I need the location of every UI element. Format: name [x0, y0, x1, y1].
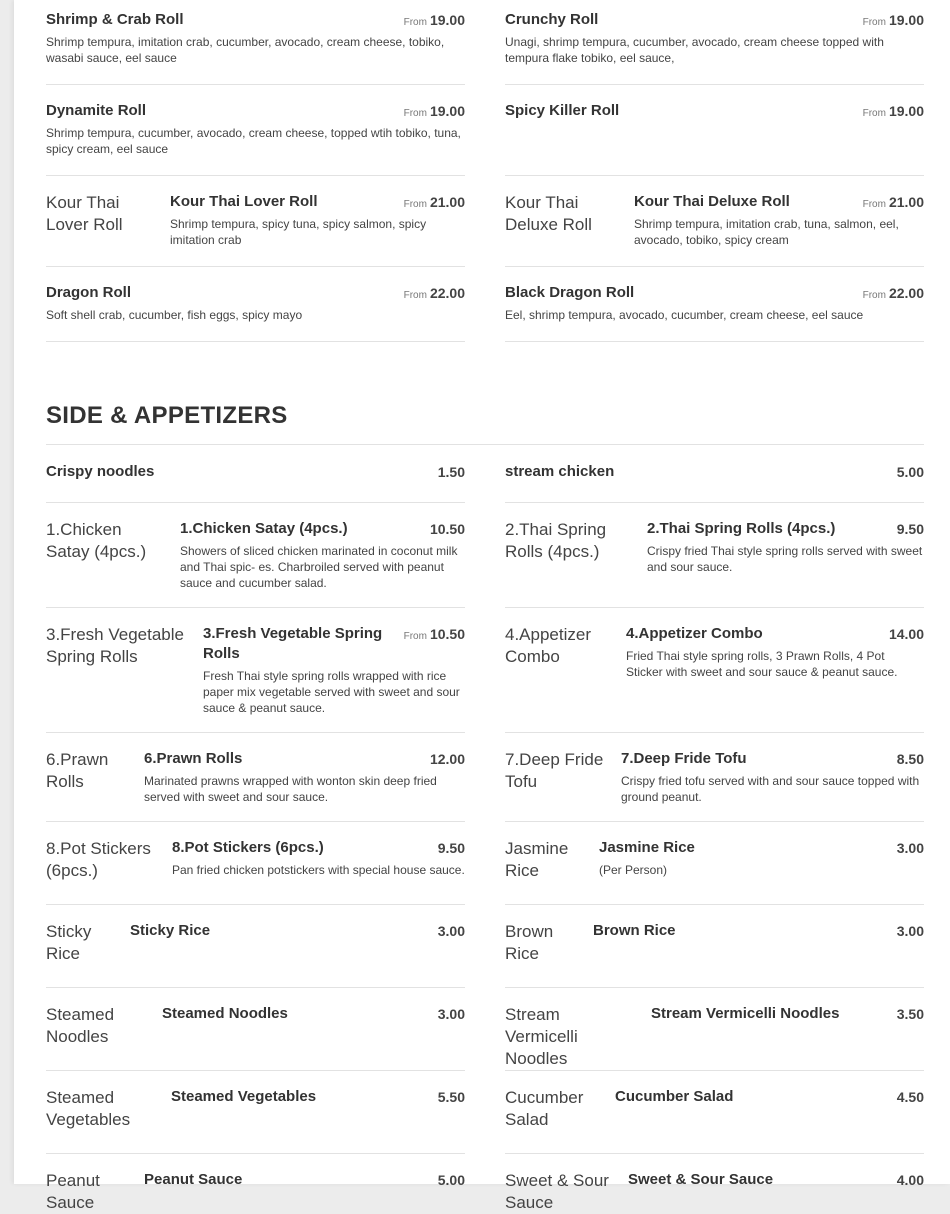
menu-item[interactable] [505, 192, 924, 267]
item-image: 8.Pot Stickers (6pcs.) [46, 839, 151, 880]
item-price: 5.00 [437, 1172, 465, 1188]
menu-item[interactable] [505, 10, 924, 85]
item-price: From 19.00 [862, 12, 924, 28]
section-title: SIDE & APPETIZERS [46, 402, 288, 429]
item-name: Sweet & Sour Sauce [628, 1171, 774, 1188]
item-description: Showers of sliced chicken marinated in coconut milk and Thai spic- es. Charbroiled served with peanut sauce and cucumber salad. [180, 544, 458, 590]
item-price: From 21.00 [403, 194, 465, 210]
item-name: 1.Chicken Satay (4pcs.) [180, 520, 348, 537]
menu-item[interactable] [46, 519, 465, 608]
item-price: 3.00 [896, 840, 924, 856]
item-description: Soft shell crab, cucumber, fish eggs, spicy mayo [46, 308, 303, 322]
item-name: 8.Pot Stickers (6pcs.) [172, 839, 324, 856]
item-price: From 19.00 [403, 103, 465, 119]
menu-item[interactable] [505, 838, 924, 905]
item-image: Sticky Rice [46, 922, 92, 963]
menu-item[interactable] [505, 101, 924, 176]
item-description: Crispy fried Thai style spring rolls served with sweet and sour sauce. [647, 544, 923, 574]
item-name: Black Dragon Roll [505, 284, 635, 301]
section-divider [46, 444, 924, 445]
item-name: Steamed Vegetables [171, 1088, 317, 1105]
menu-item[interactable] [46, 1087, 465, 1154]
item-price: 3.00 [437, 923, 465, 939]
item-description: Pan fried chicken potstickers with special house sauce. [172, 863, 465, 877]
item-image: Kour Thai Lover Roll [46, 193, 123, 234]
item-price: 8.50 [896, 751, 924, 767]
item-price: 12.00 [429, 751, 465, 767]
item-description: Shrimp tempura, spicy tuna, spicy salmon, spicy imitation crab [170, 217, 427, 247]
menu-item[interactable] [505, 921, 924, 988]
item-price: 10.50 [429, 521, 465, 537]
item-description: Eel, shrimp tempura, avocado, cucumber, cream cheese, eel sauce [505, 308, 864, 322]
menu-item[interactable] [46, 192, 465, 267]
item-image: 7.Deep Fride Tofu [505, 750, 604, 791]
item-price: From 19.00 [862, 103, 924, 119]
menu-item[interactable] [46, 624, 465, 733]
item-name: 2.Thai Spring Rolls (4pcs.) [647, 520, 836, 537]
item-name: Kour Thai Deluxe Roll [634, 193, 790, 210]
menu-item[interactable] [505, 749, 924, 822]
menu-item[interactable] [505, 283, 924, 342]
item-price: 9.50 [437, 840, 465, 856]
item-price: From 10.50 [403, 626, 465, 642]
menu-item[interactable] [505, 1170, 924, 1212]
item-price: 3.00 [437, 1006, 465, 1022]
item-name: 3.Fresh Vegetable Spring Rolls [203, 625, 383, 662]
item-description: Shrimp tempura, imitation crab, tuna, salmon, eel, avocado, tobiko, spicy cream [634, 217, 899, 247]
item-name: Crispy noodles [46, 463, 155, 480]
item-price: 5.00 [896, 464, 924, 480]
item-description: Unagi, shrimp tempura, cucumber, avocado, cream cheese topped with tempura flake tobiko, eel sauce, [505, 35, 884, 65]
item-price: 4.50 [896, 1089, 924, 1105]
item-name: Crunchy Roll [505, 11, 599, 28]
item-name: Peanut Sauce [144, 1171, 243, 1188]
item-image: Sweet & Sour Sauce [505, 1171, 609, 1212]
item-name: Sticky Rice [130, 922, 211, 939]
item-image: 6.Prawn Rolls [46, 750, 109, 791]
item-name: Cucumber Salad [615, 1088, 734, 1105]
menu-item[interactable] [46, 101, 465, 176]
item-name: Brown Rice [593, 922, 676, 939]
menu-item[interactable] [46, 921, 465, 988]
item-image: Peanut Sauce [46, 1171, 100, 1212]
item-image: Steamed Vegetables [46, 1088, 131, 1129]
item-image: Jasmine Rice [505, 839, 569, 880]
item-name: 7.Deep Fride Tofu [621, 750, 747, 767]
item-description: Shrimp tempura, cucumber, avocado, cream cheese, topped wtih tobiko, tuna, spicy cream, eel sauce [46, 126, 461, 156]
item-description: Crispy fried tofu served with and sour sauce topped with ground peanut. [621, 774, 920, 804]
item-image: 4.Appetizer Combo [505, 625, 591, 666]
menu-item[interactable] [505, 624, 924, 733]
item-price: 3.50 [896, 1006, 924, 1022]
menu-item[interactable] [46, 462, 465, 503]
item-price: From 22.00 [403, 285, 465, 301]
menu-item[interactable] [46, 1004, 465, 1071]
menu-page [14, 0, 950, 1212]
item-price: 1.50 [437, 464, 465, 480]
item-name: stream chicken [505, 463, 615, 480]
item-name: Spicy Killer Roll [505, 102, 620, 119]
item-price: From 21.00 [862, 194, 924, 210]
item-price: From 22.00 [862, 285, 924, 301]
menu-item[interactable] [505, 1087, 924, 1154]
item-price: 5.50 [437, 1089, 465, 1105]
item-price: From 19.00 [403, 12, 465, 28]
menu-item[interactable] [46, 749, 465, 822]
item-name: 4.Appetizer Combo [626, 625, 763, 642]
menu-item[interactable] [505, 1004, 924, 1071]
item-name: Stream Vermicelli Noodles [651, 1005, 840, 1022]
item-name: Steamed Noodles [162, 1005, 288, 1022]
item-image: Steamed Noodles [46, 1005, 115, 1046]
item-image: Kour Thai Deluxe Roll [505, 193, 592, 234]
item-name: Dragon Roll [46, 284, 131, 301]
item-image: Brown Rice [505, 922, 554, 963]
menu-item[interactable] [505, 519, 924, 608]
item-name: Dynamite Roll [46, 102, 147, 119]
item-name: 6.Prawn Rolls [144, 750, 243, 767]
item-price: 9.50 [896, 521, 924, 537]
item-name: Shrimp & Crab Roll [46, 11, 184, 28]
item-description: Fresh Thai style spring rolls wrapped with rice paper mix vegetable served with sweet and sour sauce & peanut sauce. [203, 669, 460, 715]
item-image: 1.Chicken Satay (4pcs.) [46, 520, 147, 561]
item-price: 4.00 [896, 1172, 924, 1188]
item-image: Stream Vermicelli Noodles [505, 1005, 578, 1068]
item-description: Shrimp tempura, imitation crab, cucumber, avocado, cream cheese, tobiko, wasabi sauce, eel sauce [46, 35, 445, 65]
item-image: 3.Fresh Vegetable Spring Rolls [46, 625, 184, 666]
item-name: Kour Thai Lover Roll [170, 193, 318, 210]
item-price: 3.00 [896, 923, 924, 939]
item-image: 2.Thai Spring Rolls (4pcs.) [505, 520, 607, 561]
menu-item[interactable] [46, 283, 465, 342]
menu-item[interactable] [505, 462, 924, 503]
item-description: Marinated prawns wrapped with wonton skin deep fried served with sweet and sour sauce. [144, 774, 437, 804]
item-description: Fried Thai style spring rolls, 3 Prawn Rolls, 4 Pot Sticker with sweet and sour sauce & peanut sauce. [626, 649, 898, 679]
item-price: 14.00 [888, 626, 924, 642]
menu-item[interactable] [46, 1170, 465, 1212]
item-name: Jasmine Rice [599, 839, 695, 856]
item-image: Cucumber Salad [505, 1088, 584, 1129]
menu-item[interactable] [46, 10, 465, 85]
item-description: (Per Person) [599, 863, 668, 877]
menu-item[interactable] [46, 838, 465, 905]
